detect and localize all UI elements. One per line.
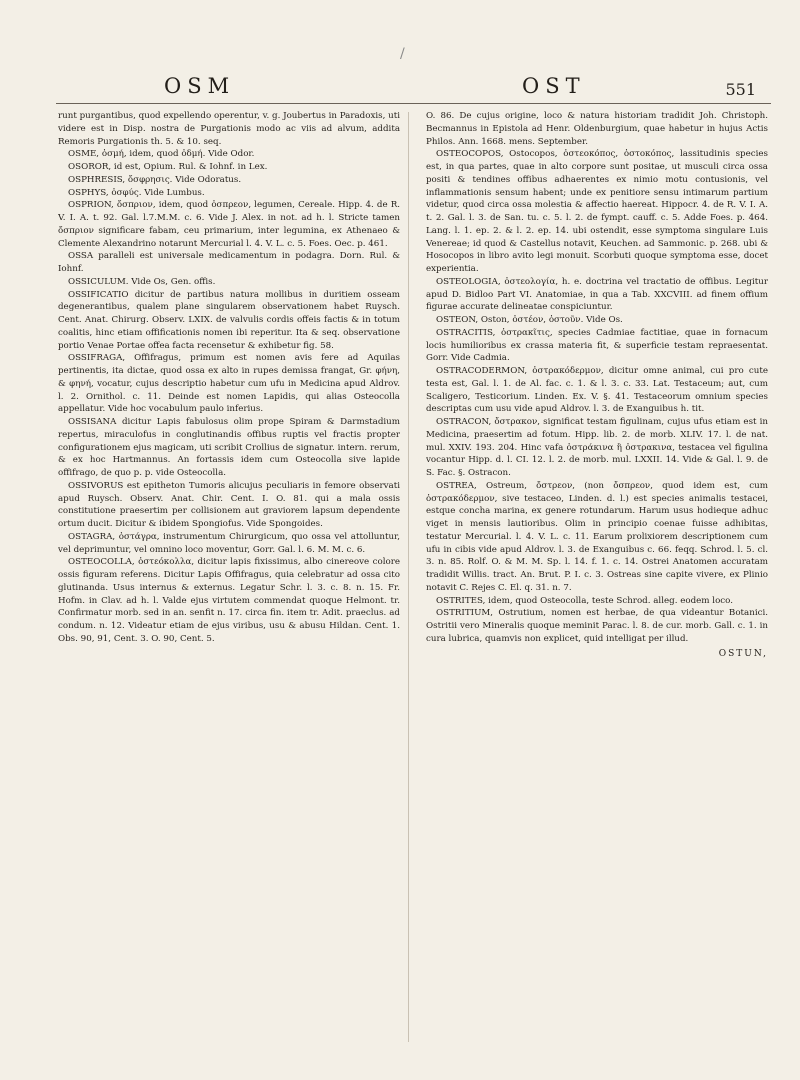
entry-paragraph: OSPHRESIS, ὄσφρησις. Vide Odoratus. <box>68 174 242 185</box>
catchword: OSTUN, <box>718 648 768 659</box>
marginal-mark: / <box>400 46 405 62</box>
page-number: 551 <box>725 80 756 99</box>
entry-paragraph: OSSA paralleli est universale medicamentum in podagra. Dorn. Rul. & Iohnf. <box>58 251 400 274</box>
entry-paragraph: OSTEON, Oston, ὀστέον, ὀστοῦν. Vide Os. <box>436 315 623 325</box>
entry-paragraph: OSTRACITIS, ὀστρακῖτις, species Cadmiae factitiae, quae in fornacum locis humilioribus ex crassa materia fit, & superficie testam repraesentat. Gorr. Vide Cadmia. <box>426 327 768 364</box>
entry-paragraph: OSTRACODERMON, ὀστρακόδερμον, dicitur omne animal, cui pro cute testa est, Gal. l. 1. de Al. fac. c. 1. & l. 3. c. 33. Lat. Testaceum; aut, cum Scaligero, Testicorium. Linden. Ex. V. §. 41. Testaceorum omnium species descriptas cum usu vide apud Aldrov. l. 3. de Exanguibus h. tit. <box>426 366 768 415</box>
entry-paragraph: OSPHYS, ὀσφύς. Vide Lumbus. <box>68 187 205 198</box>
column-separator <box>408 112 409 1042</box>
entry-paragraph: OSTRITIUM, Ostrutium, nomen est herbae, de qua videantur Botanici. Ostritii vero Mineralis quoque meminit Parac. l. 8. de cur. morb. Gall. c. 1. in cura lubrica, quamvis non explicet, quid intelligat per illud. <box>426 608 768 644</box>
entry-paragraph: OSTEOCOPOS, Ostocopos, ὀστεοκόπος, ὀστοκόπος, lassitudinis species est, in qua partes, quae in alto corpore sunt positae, ut musculi circa ossa positi & tendines offibus adhaerentes ex nimio motu contusionis, vel inflammationis sensum habent; unde ex penitiore sensu intimarum partium videtur, quod circa ossa molestia & affectio haereat. Hippocr. 4. de R. V. I. A. t. 2. Gal. l. 3. de San. tu. c. 5. l. 2. de fympt. cauff. c. 5. Adde Foes. p. 464. Lang. l. 1. ep. 2. & l. 2. ep. 14. ubi ostendit, esse symptoma singulare Luis Venereae; id quod & Castellus notavit, Keuchen. ad Sammonic. p. 268. ubi & Hosocopos in libro avito legi monuit. Scorbuti quoque symptoma esse, docet experientia. <box>426 149 768 274</box>
entry-paragraph: OSTREA, Ostreum, ὄστρεον, (non ὄσπρεον, quod idem est, cum ὀστρακόδερμον, sive testaceo, Linden. d. l.) est species animalis testacei, estque concha marina, ex genere rotundarum. Harum usus hodieque adhuc viget in mensis lautioribus. Olim in principio coenae fuisse adhibitas, testatur Mercurial. l. 4. V. L. c. 11. Earum prolixiorem descriptionem cum ufu in cibis vide apud Aldrov. l. 3. de Exanguibus c. 66. feqq. Schrod. l. 5. cl. 3. n. 85. Rolf. O. & M. M. Sp. l. 14. f. 1. c. 14. Ostrei Anatomen accuratam tradidit Willis. tract. An. Brut. P. I. c. 3. Ostreas sine capite vivere, ex Plinio notavit C. Rejes C. El. q. 31. n. 7. <box>426 480 768 593</box>
left-headword: OSM <box>164 74 236 98</box>
entry-paragraph: OSSISANA dicitur Lapis fabulosus olim prope Spiram & Darmstadium repertus, miraculofus in conglutinandis offibus ruptis vel fractis propter configurationem ejus magicam, uti scribit Crollius de signatur. intern. rerum, & ex hoc Hartmannus. An fortassis idem cum Osteocolla sive lapide offifrago, de quo p. p. vide Osteocolla. <box>58 417 400 478</box>
running-header <box>0 74 800 102</box>
entry-paragraph: OSTEOCOLLA, ὀστεόκολλα, dicitur lapis fixissimus, albo cinereove colore ossis figuram referens. Dicitur Lapis Offifragus, quia celebratur ad ossa cito glutinanda. Usus internus & externus. Legatur Schr. l. 3. c. 8. n. 15. Fr. Hofm. in Clav. ad h. l. Valde ejus virtutem commendat quoque Helmont. tr. Confirmatur morb. sed in an. senfit n. 17. circa fin. item tr. Adit. praeclus. ad condum. n. 12. Videatur etiam de ejus viribus, usu & abusu Hildan. Cent. 1. Obs. 90, 91, Cent. 3. O. 90, Cent. 5. <box>58 557 400 644</box>
right-headword: OST <box>522 74 586 98</box>
header-rule <box>56 103 771 104</box>
right-column <box>426 110 768 1050</box>
entry-paragraph: OSTRACON, ὄστρακον, significat testam figulinam, cujus ufus etiam est in Medicina, praesertim ad fotum. Hipp. lib. 2. de morb. XLIV. 17. l. de nat. mul. XXIV. 193. 204. Hinc vafa ὀστράκινα ἢ ὀστρακινα, testacea vel figulina vocantur Hipp. d. l. CI. 12. l. 2. de morb. mul. LXXII. 14. Vide & Gal. l. 9. de S. Fac. §. Ostracon. <box>426 417 768 478</box>
entry-paragraph: OSOROR, id est, Opium. Rul. & Iohnf. in Lex. <box>68 162 268 172</box>
entry-paragraph: OSME, ὀσμή, idem, quod ὀδμή. Vide Odor. <box>68 149 255 160</box>
entry-paragraph: O. 86. De cujus origine, loco & natura historiam tradidit Joh. Christoph. Becmannus in Epistola ad Henr. Oldenburgium, quae habetur in hujus Actis Philos. Ann. 1668. mens. September. <box>426 111 768 147</box>
entry-paragraph: OSSICULUM. Vide Os, Gen. offis. <box>68 276 216 287</box>
entry-paragraph: OSSIFRAGA, Offifragus, primum est nomen avis fere ad Aquilas pertinentis, ita dictae, quod ossa ex alto in rupes demissa frangat, Gr. φήνη, & φηνή, vocatur, cujus descriptio habetur cum ufu in Medicina apud Aldrov. l. 2. Ornithol. c. 11. Deinde est nomen Lapidis, qui alias Osteocolla appellatur. Vide hoc vocabulum paulo inferius. <box>58 353 400 415</box>
entry-paragraph: OSTAGRA, ὀστάγρα, instrumentum Chirurgicum, quo ossa vel attolluntur, vel deprimuntur, vel omnino loco moventur, Gorr. Gal. l. 6. M. M. c. 6. <box>58 531 400 555</box>
entry-paragraph: OSTRITES, idem, quod Osteocolla, teste Schrod. alleg. eodem loco. <box>436 595 734 606</box>
left-column <box>58 110 400 1050</box>
entry-paragraph: OSSIVORUS est epitheton Tumoris alicujus peculiaris in femore observati apud Ruysch. Observ. Anat. Chir. Cent. I. O. 81. qui a mala ossis constitutione praesertim per collisionem aut graviorem lapsum dependente ortum ducit. Dicitur & ibidem Spongiofus. Vide Spongoides. <box>58 480 400 529</box>
entry-paragraph: runt purgantibus, quod expellendo operentur, v. g. Joubertus in Paradoxis, uti videre est in Disp. nostra de Purgationis modo ac viis ad alvum, addita Remoris Purgationis th. 5. & 10. seq. <box>58 111 400 147</box>
entry-paragraph: OSTEOLOGIA, ὀστεολογία, h. e. doctrina vel tractatio de offibus. Legitur apud D. Bidloo Part VI. Anatomiae, in qua a Tab. XXCVIII. ad finem offium figurae accurate delineatae conspiciuntur. <box>426 276 768 313</box>
entry-paragraph: OSSIFICATIO dicitur de partibus natura mollibus in duritiem osseam degenerantibus, qualem plane singularem observationem habet Ruysch. Cent. Anat. Chirurg. Observ. LXIX. de valvulis cordis offeis factis & in totum coalitis, hinc etiam offificationis nomen ibi reperitur. Ita & seq. observatione portio Venae Portae offea facta recensetur & exhibetur fig. 58. <box>58 289 400 351</box>
entry-paragraph: OSPRION, ὄσπριον, idem, quod ὀσπρεον, legumen, Cereale. Hipp. 4. de R. V. I. A. t. 92. Gal. l.7.M.M. c. 6. Vide J. Alex. in not. ad h. l. Stricte tamen ὄσπριον significare fabam, ceu primarium, inter legumina, ex Athenaeo & Clemente Alexandrino notarunt Mercurial l. 4. V. L. c. 5. Foes. Oec. p. 461. <box>58 200 400 249</box>
